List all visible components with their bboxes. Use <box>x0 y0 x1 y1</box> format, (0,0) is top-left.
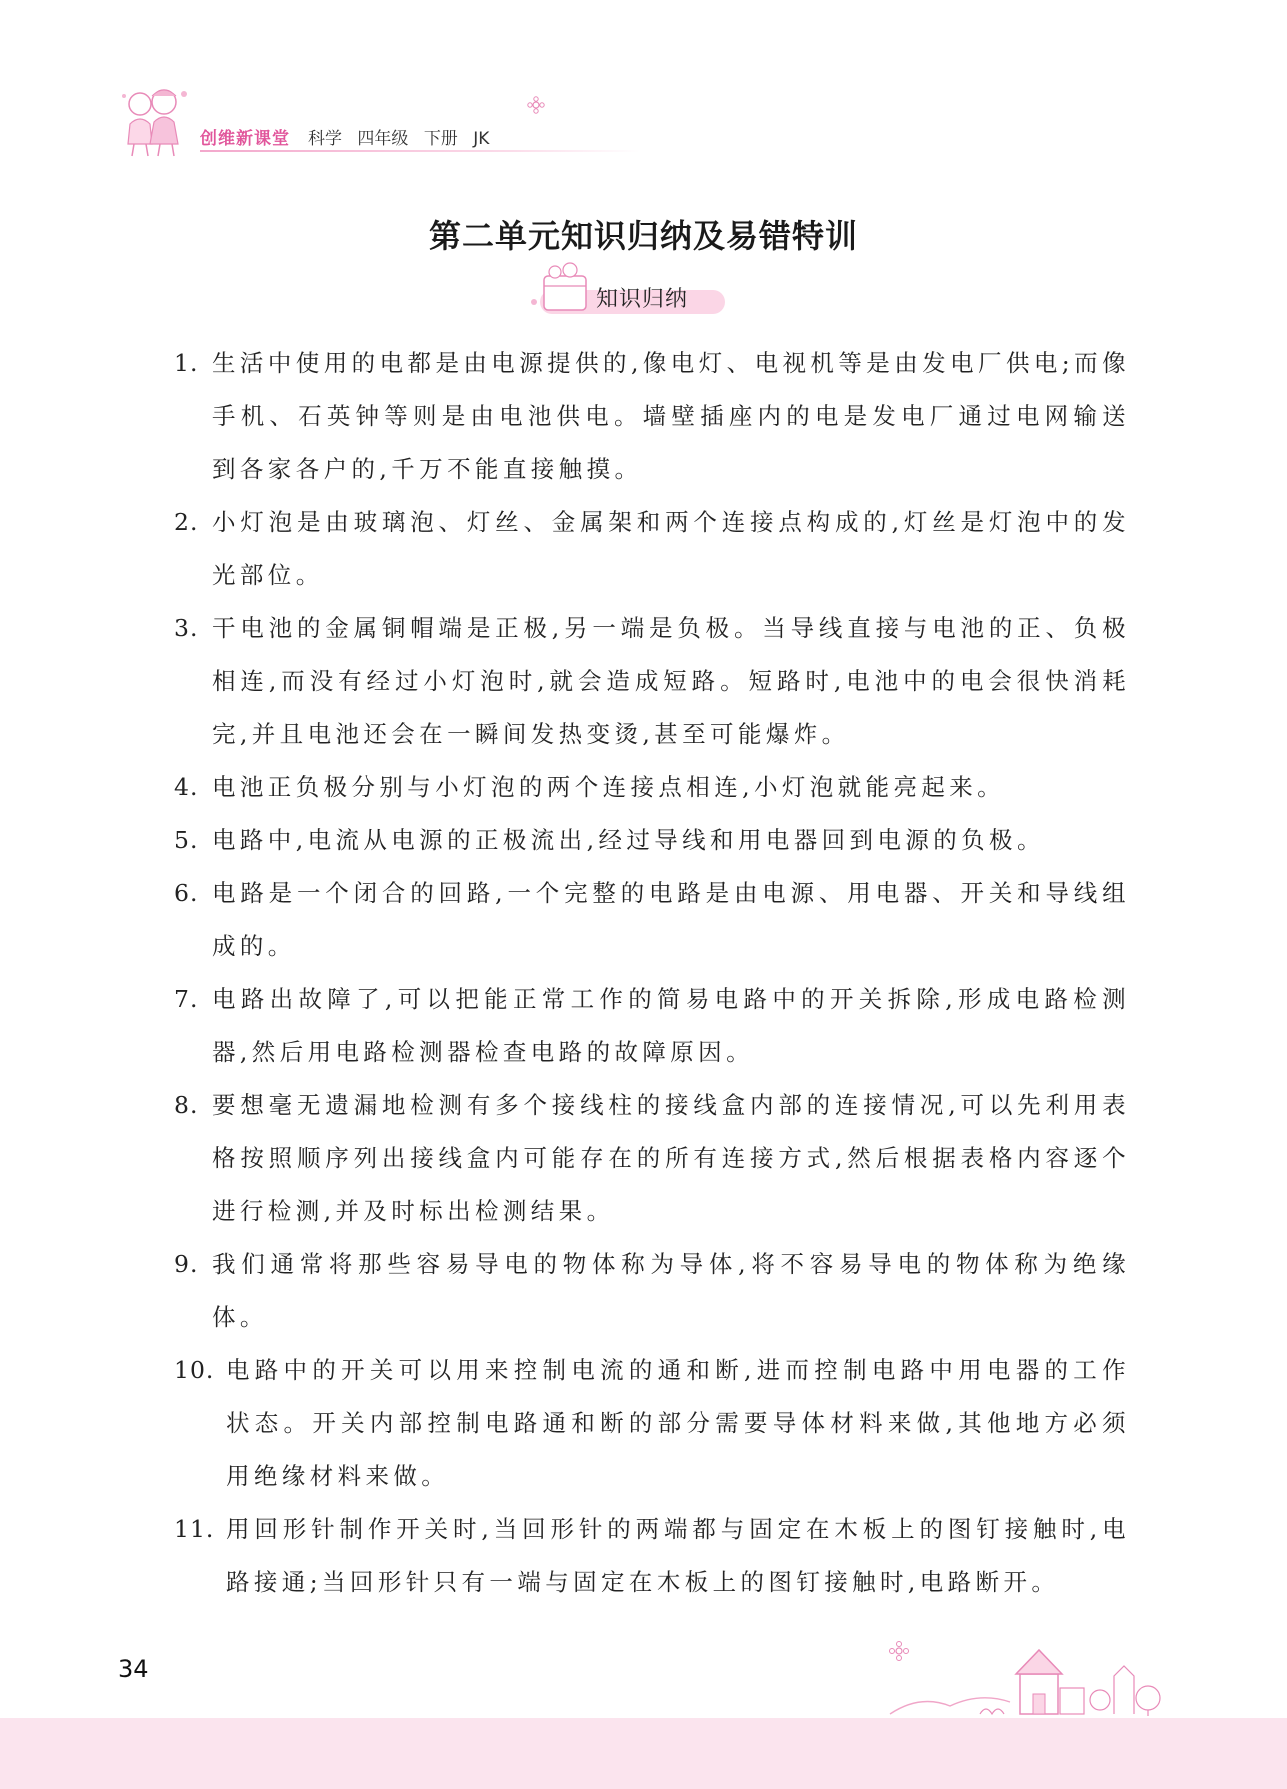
list-item <box>170 1503 1130 1609</box>
book-info <box>308 124 499 149</box>
volume-label: 下册 <box>423 129 458 149</box>
subject-label: 科学 <box>308 129 342 149</box>
item-text: 我们通常将那些容易导电的物体称为导体,将不容易导电的物体称为绝缘体。 <box>212 1250 1130 1331</box>
children-mascot-icon <box>118 84 196 160</box>
grade-label: 四年级 <box>357 129 409 149</box>
page-number: 34 <box>118 1655 149 1683</box>
item-text: 电路中,电流从电源的正极流出,经过导线和用电器回到电源的负极。 <box>212 826 1045 854</box>
list-item <box>170 1238 1130 1344</box>
list-item <box>170 496 1130 602</box>
item-number: 1. <box>174 349 199 377</box>
knowledge-list <box>170 337 1130 1609</box>
item-number: 2. <box>174 508 199 536</box>
list-item <box>170 973 1130 1079</box>
page-title: 第二单元知识归纳及易错特训 <box>428 217 858 256</box>
section-label <box>530 262 730 320</box>
list-item <box>170 1079 1130 1238</box>
item-text: 用回形针制作开关时,当回形针的两端都与固定在木板上的图钉接触时,电路接通;当回形针只有一端与固定在木板上的图钉接触时,电路断开。 <box>226 1515 1130 1596</box>
item-text: 生活中使用的电都是由电源提供的,像电灯、电视机等是由发电厂供电;而像手机、石英钟等则是由电池供电。墙壁插座内的电是发电厂通过电网输送到各家各户的,千万不能直接触摸。 <box>212 349 1130 483</box>
item-text: 电路中的开关可以用来控制电流的通和断,进而控制电路中用电器的工作状态。开关内部控制电路通和断的部分需要导体材料来做,其他地方必须用绝缘材料来做。 <box>226 1356 1130 1490</box>
item-text: 小灯泡是由玻璃泡、灯丝、金属架和两个连接点构成的,灯丝是灯泡中的发光部位。 <box>212 508 1130 589</box>
item-number: 10. <box>174 1356 215 1384</box>
item-number: 8. <box>174 1091 199 1119</box>
item-text: 电路出故障了,可以把能正常工作的简易电路中的开关拆除,形成电路检测器,然后用电路检测器检查电路的故障原因。 <box>212 985 1130 1066</box>
flower-icon <box>527 96 545 114</box>
edition-label: JK <box>473 129 490 149</box>
item-number: 9. <box>174 1250 199 1278</box>
castle-icon <box>880 1644 1180 1716</box>
list-item <box>170 337 1130 496</box>
item-number: 11. <box>174 1515 215 1543</box>
footer-band <box>0 1718 1287 1789</box>
item-text: 要想毫无遗漏地检测有多个接线柱的接线盒内部的连接情况,可以先利用表格按照顺序列出接线盒内可能存在的所有连接方式,然后根据表格内容逐个进行检测,并及时标出检测结果。 <box>212 1091 1130 1225</box>
list-item <box>170 1344 1130 1503</box>
item-number: 3. <box>174 614 199 642</box>
section-label-text: 知识归纳 <box>596 287 689 312</box>
item-number: 4. <box>174 773 199 801</box>
list-item <box>170 814 1130 867</box>
brand-name: 创维新课堂 <box>200 129 290 149</box>
list-item <box>170 867 1130 973</box>
header-divider <box>200 150 640 152</box>
item-text: 干电池的金属铜帽端是正极,另一端是负极。当导线直接与电池的正、负极相连,而没有经过小灯泡时,就会造成短路。短路时,电池中的电会很快消耗完,并且电池还会在一瞬间发热变烫,甚至可能爆炸。 <box>212 614 1130 748</box>
item-text: 电池正负极分别与小灯泡的两个连接点相连,小灯泡就能亮起来。 <box>212 773 1006 801</box>
item-number: 7. <box>174 985 199 1013</box>
list-item <box>170 602 1130 761</box>
page-header <box>118 84 718 164</box>
item-number: 6. <box>174 879 199 907</box>
item-text: 电路是一个闭合的回路,一个完整的电路是由电源、用电器、开关和导线组成的。 <box>212 879 1130 960</box>
list-item <box>170 761 1130 814</box>
item-number: 5. <box>174 826 199 854</box>
